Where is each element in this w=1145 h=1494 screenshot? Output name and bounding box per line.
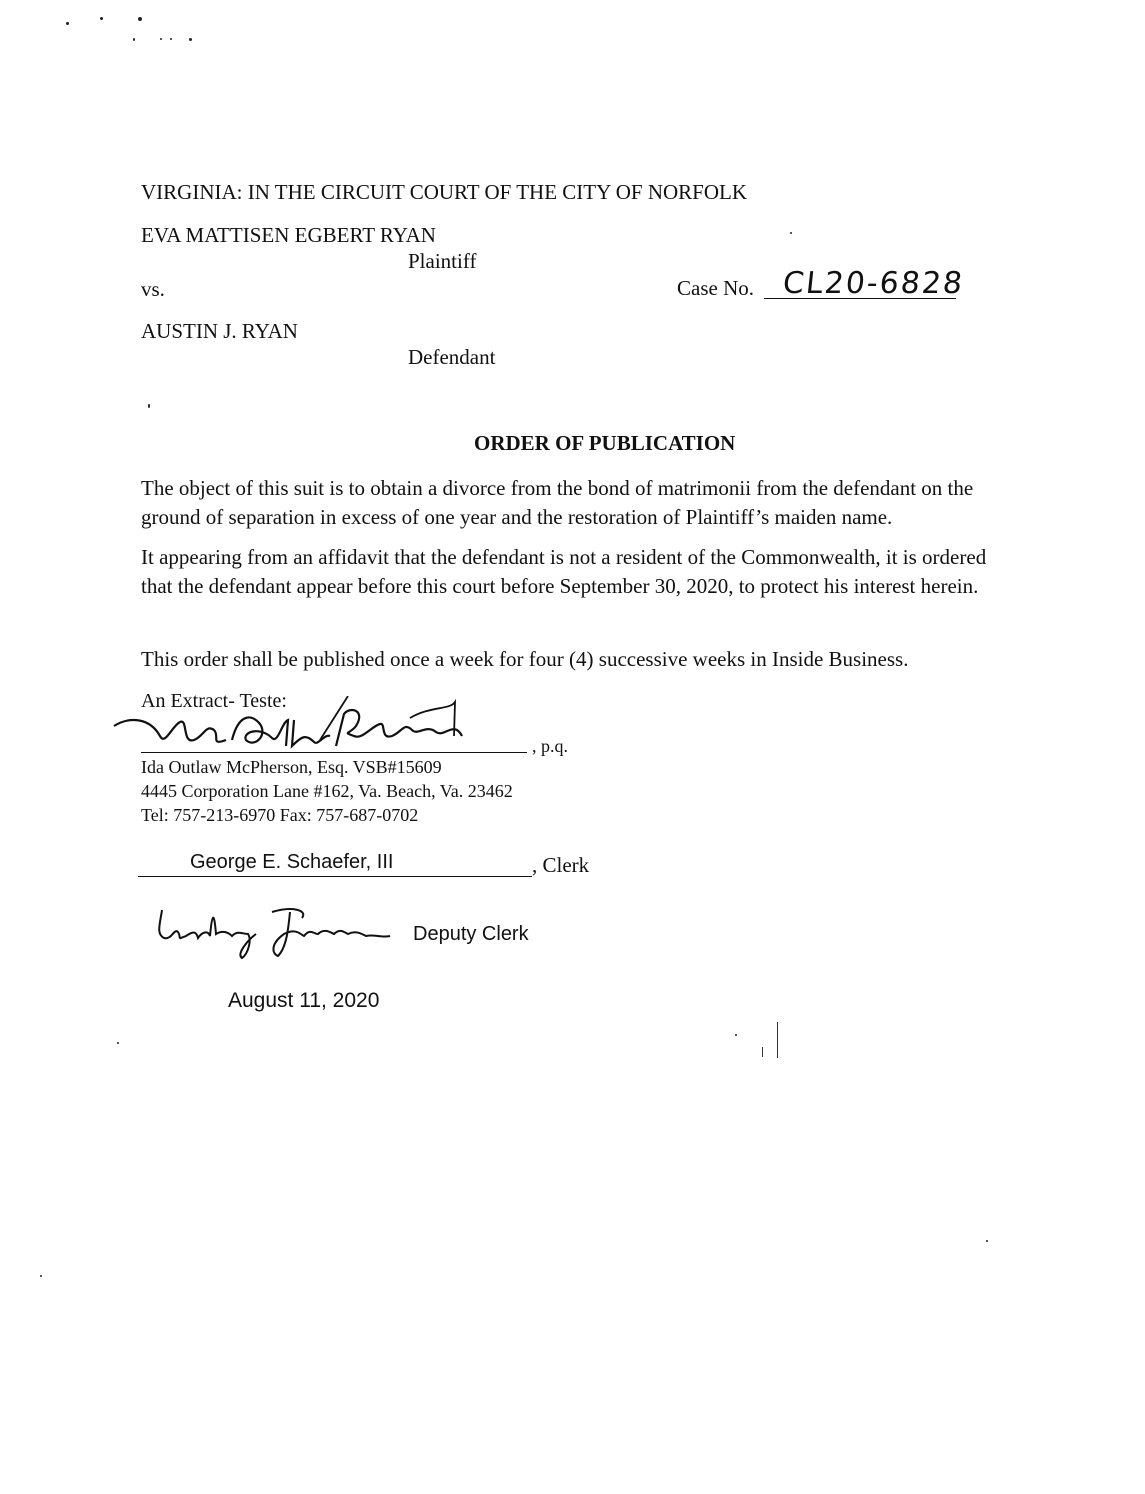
- order-date: August 11, 2020: [228, 989, 380, 1012]
- scan-speck: [66, 22, 69, 25]
- deputy-clerk-signature: [152, 904, 392, 962]
- case-number: CL20-6828: [781, 266, 966, 301]
- pq-label: , p.q.: [532, 736, 568, 756]
- attorney-phone-fax: Tel: 757-213-6970 Fax: 757-687-0702: [141, 805, 419, 825]
- scan-speck: [735, 1034, 737, 1036]
- defendant-label: Defendant: [408, 345, 496, 369]
- vs-label: vs.: [141, 277, 165, 301]
- scan-speck: [790, 232, 792, 234]
- plaintiff-name: EVA MATTISEN EGBERT RYAN: [141, 223, 436, 247]
- court-header: VIRGINIA: IN THE CIRCUIT COURT OF THE CITY OF NORFOLK: [141, 180, 748, 204]
- paragraph-object-of-suit: The object of this suit is to obtain a divorce from the bond of matrimonii from the defendant on the ground of separation in excess of one year and the restoration of Plaintiff’s maiden name.: [141, 476, 974, 529]
- scan-speck: [40, 1275, 42, 1277]
- scan-mark: [777, 1022, 778, 1058]
- scan-speck: [160, 38, 162, 40]
- clerk-label: , Clerk: [532, 853, 590, 877]
- attorney-name-line: Ida Outlaw McPherson, Esq. VSB#15609: [141, 757, 442, 777]
- scan-speck: [148, 404, 150, 408]
- attorney-signature: [110, 696, 490, 756]
- scan-speck: [133, 38, 135, 41]
- deputy-signature-scribble: [152, 904, 392, 962]
- clerk-signature-line: [138, 876, 532, 877]
- scan-speck: [986, 1240, 988, 1242]
- scan-mark: [762, 1047, 763, 1057]
- paragraph-publication: This order shall be published once a week for four (4) successive weeks in Inside Business.: [141, 647, 909, 671]
- document-title: ORDER OF PUBLICATION: [474, 431, 736, 455]
- scan-speck: [138, 17, 142, 21]
- extract-teste-label: An Extract- Teste:: [141, 690, 287, 712]
- scan-speck: [189, 38, 192, 41]
- attorney-signature-scribble: [110, 696, 490, 756]
- scan-speck: [117, 1042, 119, 1044]
- paragraph-nonresident-order: It appearing from an affidavit that the defendant is not a resident of the Commonwealth, it is ordered that the defendant appear before this court before September 30, 2020, to protect his interest herein.: [141, 545, 987, 598]
- plaintiff-label: Plaintiff: [408, 249, 477, 273]
- clerk-name: George E. Schaefer, III: [190, 851, 394, 873]
- deputy-clerk-label: Deputy Clerk: [413, 923, 529, 945]
- scan-speck: [100, 17, 103, 20]
- case-no-label: Case No.: [677, 276, 754, 300]
- scan-speck: [170, 38, 172, 40]
- defendant-name: AUSTIN J. RYAN: [141, 319, 298, 343]
- attorney-address: 4445 Corporation Lane #162, Va. Beach, Va. 23462: [141, 781, 513, 801]
